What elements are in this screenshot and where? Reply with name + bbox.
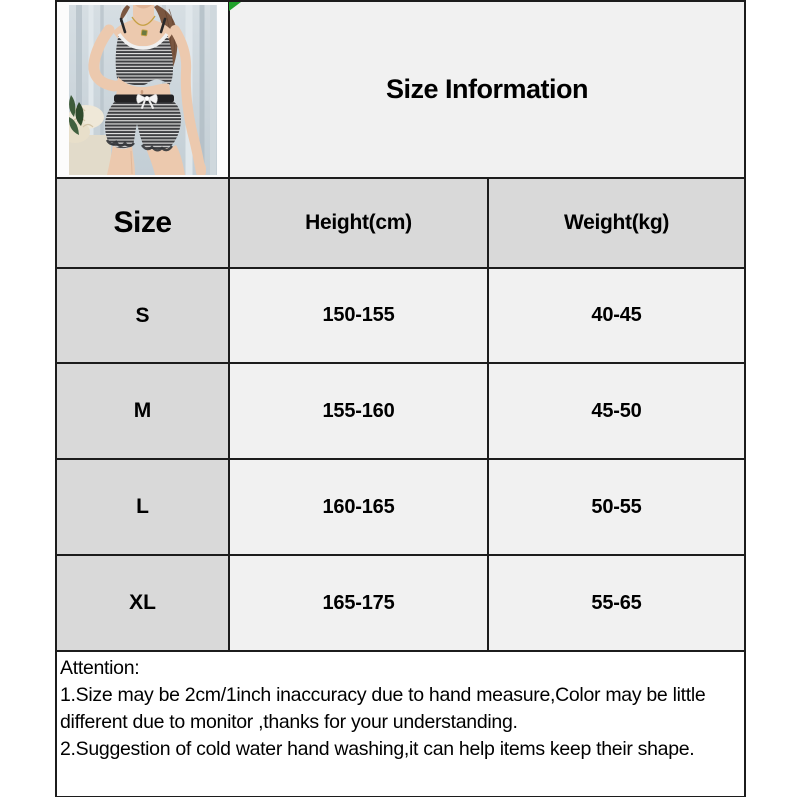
row-l-weight-value: 50-55	[489, 460, 744, 554]
row-s-height-value: 150-155	[230, 269, 487, 362]
row-m-height-value: 155-160	[230, 364, 487, 458]
attention-note	[57, 652, 744, 796]
table-title: Size Information	[385, 74, 588, 104]
row-l-height-value: 160-165	[230, 460, 487, 554]
row-xl-weight-value: 55-65	[489, 556, 744, 650]
product-photo-cell	[57, 2, 228, 177]
row-s-size-label: S	[57, 269, 228, 362]
table-title-cell	[230, 2, 744, 177]
size-information-table	[55, 0, 746, 797]
column-header-size: Size	[57, 179, 228, 267]
attention-line-1: 1.Size may be 2cm/1inch inaccuracy due to hand measure,Color may be little	[60, 684, 706, 706]
row-l-size-label: L	[57, 460, 228, 554]
row-m-weight-value: 45-50	[489, 364, 744, 458]
row-s-weight-value: 40-45	[489, 269, 744, 362]
row-xl-size-label: XL	[57, 556, 228, 650]
column-header-height: Height(cm)	[230, 179, 487, 267]
column-header-weight: Weight(kg)	[489, 179, 744, 267]
row-xl-height-value: 165-175	[230, 556, 487, 650]
attention-line-3: 2.Suggestion of cold water hand washing,it can help items keep their shape.	[60, 738, 695, 760]
attention-line-2: different due to monitor ,thanks for your understanding.	[60, 711, 518, 733]
attention-heading: Attention:	[60, 657, 140, 679]
row-m-size-label: M	[57, 364, 228, 458]
product-photo	[69, 5, 217, 175]
striped-shorts	[105, 94, 181, 150]
